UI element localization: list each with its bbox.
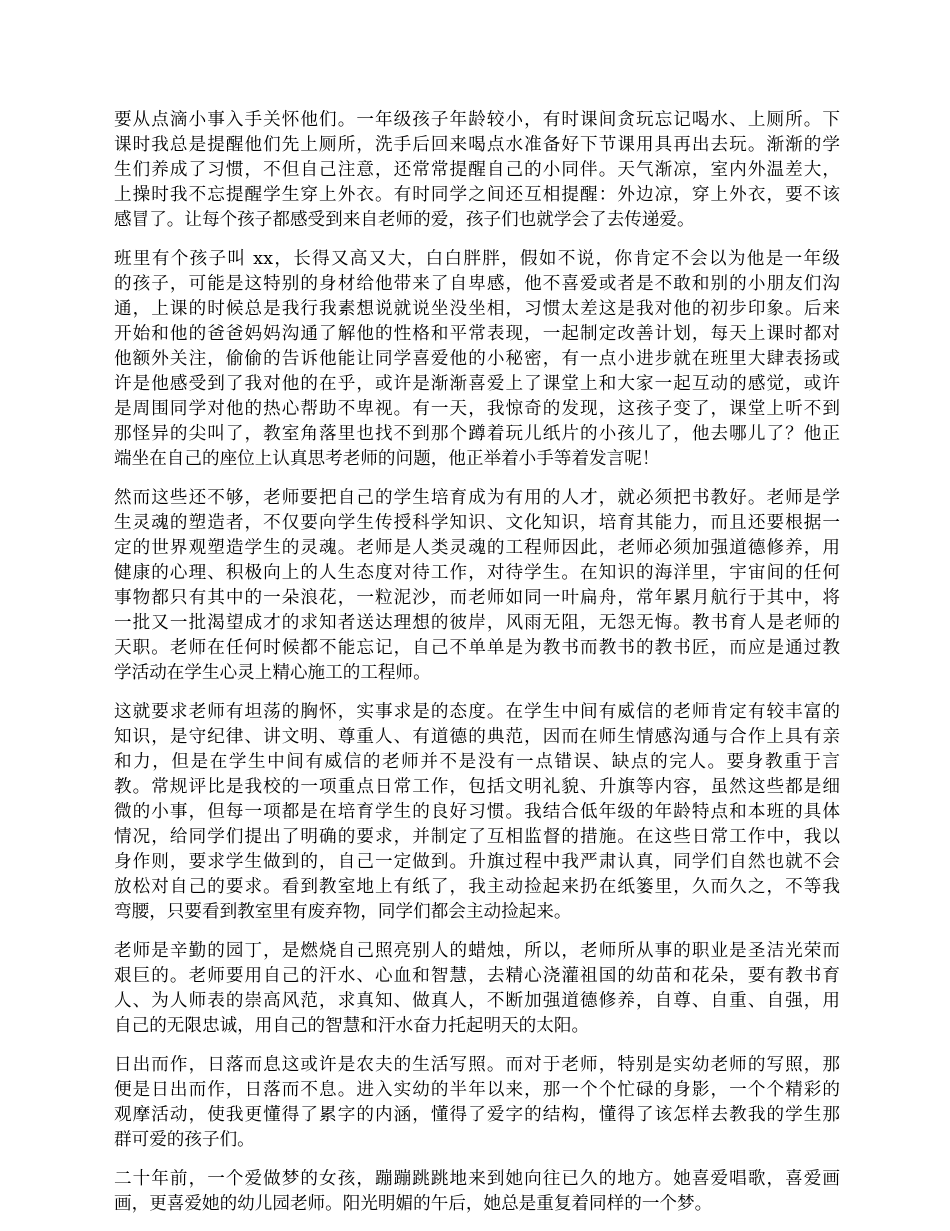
text-line: 的孩子，可能是这特别的身材给他带来了自卑感，他不喜爱或者是不敢和别的小朋友们沟 — [114, 274, 840, 294]
text-line: 身作则，要求学生做到的，自己一定做到。升旗过程中我严肃认真，同学们自然也就不会 — [114, 852, 840, 872]
text-line: 自己的无限忠诚，用自己的智慧和汗水奋力托起明天的太阳。 — [114, 1016, 590, 1036]
text-line: 然而这些还不够，老师要把自己的学生培育成为有用的人才，就必须把书教好。老师是学 — [114, 488, 840, 508]
text-line: 日出而作，日落而息这或许是农夫的生活写照。而对于老师，特别是实幼老师的写照，那 — [114, 1055, 840, 1075]
text-line: 教。常规评比是我校的一项重点日常工作，包括文明礼貌、升旗等内容，虽然这些都是细 — [114, 777, 840, 797]
text-line: 生灵魂的塑造者，不仅要向学生传授科学知识、文化知识，培育其能力，而且还要根据一 — [114, 513, 840, 533]
text-line: 一批又一批渴望成才的求知者送达理想的彼岸，风雨无阻，无怨无悔。教书育人是老师的 — [114, 613, 840, 633]
text-line: 天职。老师在任何时候都不能忘记，自己不单单是为教书而教书的教书匠，而应是通过教 — [114, 638, 840, 658]
text-line: 艰巨的。老师要用自己的汗水、心血和智慧，去精心浇灌祖国的幼苗和花朵，要有教书育 — [114, 966, 840, 986]
text-line: 学活动在学生心灵上精心施工的工程师。 — [114, 663, 431, 683]
text-line: 观摩活动，使我更懂得了累字的内涵，懂得了爱字的结构，懂得了该怎样去教我的学生那 — [114, 1105, 840, 1125]
text-line: 这就要求老师有坦荡的胸怀，实事求是的态度。在学生中间有威信的老师肯定有较丰富的 — [114, 702, 840, 722]
paragraph-5 — [114, 939, 840, 1039]
paragraph-3 — [114, 486, 840, 686]
text-line: 画，更喜爱她的幼儿园老师。阳光明媚的午后，她总是重复着同样的一个梦。 — [114, 1194, 713, 1214]
text-line: 是周围同学对他的热心帮助不卑视。有一天，我惊奇的发现，这孩子变了，课堂上听不到 — [114, 399, 840, 419]
paragraph-2 — [114, 247, 840, 472]
paragraph-4 — [114, 700, 840, 925]
text-line: 情况，给同学们提出了明确的要求，并制定了互相监督的措施。在这些日常工作中，我以 — [114, 827, 840, 847]
paragraph-6 — [114, 1053, 840, 1153]
text-line: 二十年前，一个爱做梦的女孩，蹦蹦跳跳地来到她向往已久的地方。她喜爱唱歌，喜爱画 — [114, 1169, 840, 1189]
text-line: 课时我总是提醒他们先上厕所，洗手后回来喝点水准备好下节课用具再出去玩。渐渐的学 — [114, 135, 840, 155]
text-line: 班里有个孩子叫 xx，长得又高又大，白白胖胖，假如不说，你肯定不会以为他是一年级 — [114, 249, 840, 269]
text-line: 弯腰，只要看到教室里有废弃物，同学们都会主动捡起来。 — [114, 902, 572, 922]
text-line: 通，上课的时候总是我行我素想说就说坐没坐相，习惯太差这是我对他的初步印象。后来 — [114, 299, 840, 319]
text-line: 人、为人师表的崇高风范，求真知、做真人，不断加强道德修养，自尊、自重、自强，用 — [114, 991, 840, 1011]
text-line: 要从点滴小事入手关怀他们。一年级孩子年龄较小，有时课间贪玩忘记喝水、上厕所。下 — [114, 110, 840, 130]
text-line: 开始和他的爸爸妈妈沟通了解他的性格和平常表现，一起制定改善计划，每天上课时都对 — [114, 324, 840, 344]
text-line: 知识，是守纪律、讲文明、尊重人、有道德的典范，因而在师生情感沟通与合作上具有亲 — [114, 727, 840, 747]
paragraph-7 — [114, 1167, 840, 1217]
text-line: 他额外关注，偷偷的告诉他能让同学喜爱他的小秘密，有一点小进步就在班里大肆表扬或 — [114, 349, 840, 369]
text-line: 上操时我不忘提醒学生穿上外衣。有时同学之间还互相提醒：外边凉，穿上外衣，要不该 — [114, 185, 840, 205]
text-line: 许是他感受到了我对他的在乎，或许是渐渐喜爱上了课堂上和大家一起互动的感觉，或许 — [114, 374, 840, 394]
text-line: 事物都只有其中的一朵浪花，一粒泥沙，而老师如同一叶扁舟，常年累月航行于其中，将 — [114, 588, 840, 608]
text-line: 生们养成了习惯，不但自己注意，还常常提醒自己的小同伴。天气渐凉，室内外温差大， — [114, 160, 840, 180]
text-line: 那怪异的尖叫了，教室角落里也找不到那个蹲着玩儿纸片的小孩儿了，他去哪儿了？他正 — [114, 424, 840, 444]
text-line: 感冒了。让每个孩子都感受到来自老师的爱，孩子们也就学会了去传递爱。 — [114, 210, 695, 230]
document-body — [114, 108, 840, 1231]
text-line: 和力，但是在学生中间有威信的老师并不是没有一点错误、缺点的完人。要身教重于言 — [114, 752, 840, 772]
text-line: 健康的心理、积极向上的人生态度对待工作，对待学生。在知识的海洋里，宇宙间的任何 — [114, 563, 840, 583]
text-line: 老师是辛勤的园丁，是燃烧自己照亮别人的蜡烛，所以，老师所从事的职业是圣洁光荣而 — [114, 941, 840, 961]
text-line: 定的世界观塑造学生的灵魂。老师是人类灵魂的工程师因此，老师必须加强道德修养，用 — [114, 538, 840, 558]
paragraph-1 — [114, 108, 840, 233]
text-line: 端坐在自己的座位上认真思考老师的问题，他正举着小手等着发言呢！ — [114, 449, 660, 469]
text-line: 群可爱的孩子们。 — [114, 1130, 255, 1150]
text-line: 微的小事，但每一项都是在培育学生的良好习惯。我结合低年级的年龄特点和本班的具体 — [114, 802, 840, 822]
text-line: 便是日出而作，日落而不息。进入实幼的半年以来，那一个个忙碌的身影，一个个精彩的 — [114, 1080, 840, 1100]
text-line: 放松对自己的要求。看到教室地上有纸了，我主动捡起来扔在纸篓里，久而久之，不等我 — [114, 877, 840, 897]
